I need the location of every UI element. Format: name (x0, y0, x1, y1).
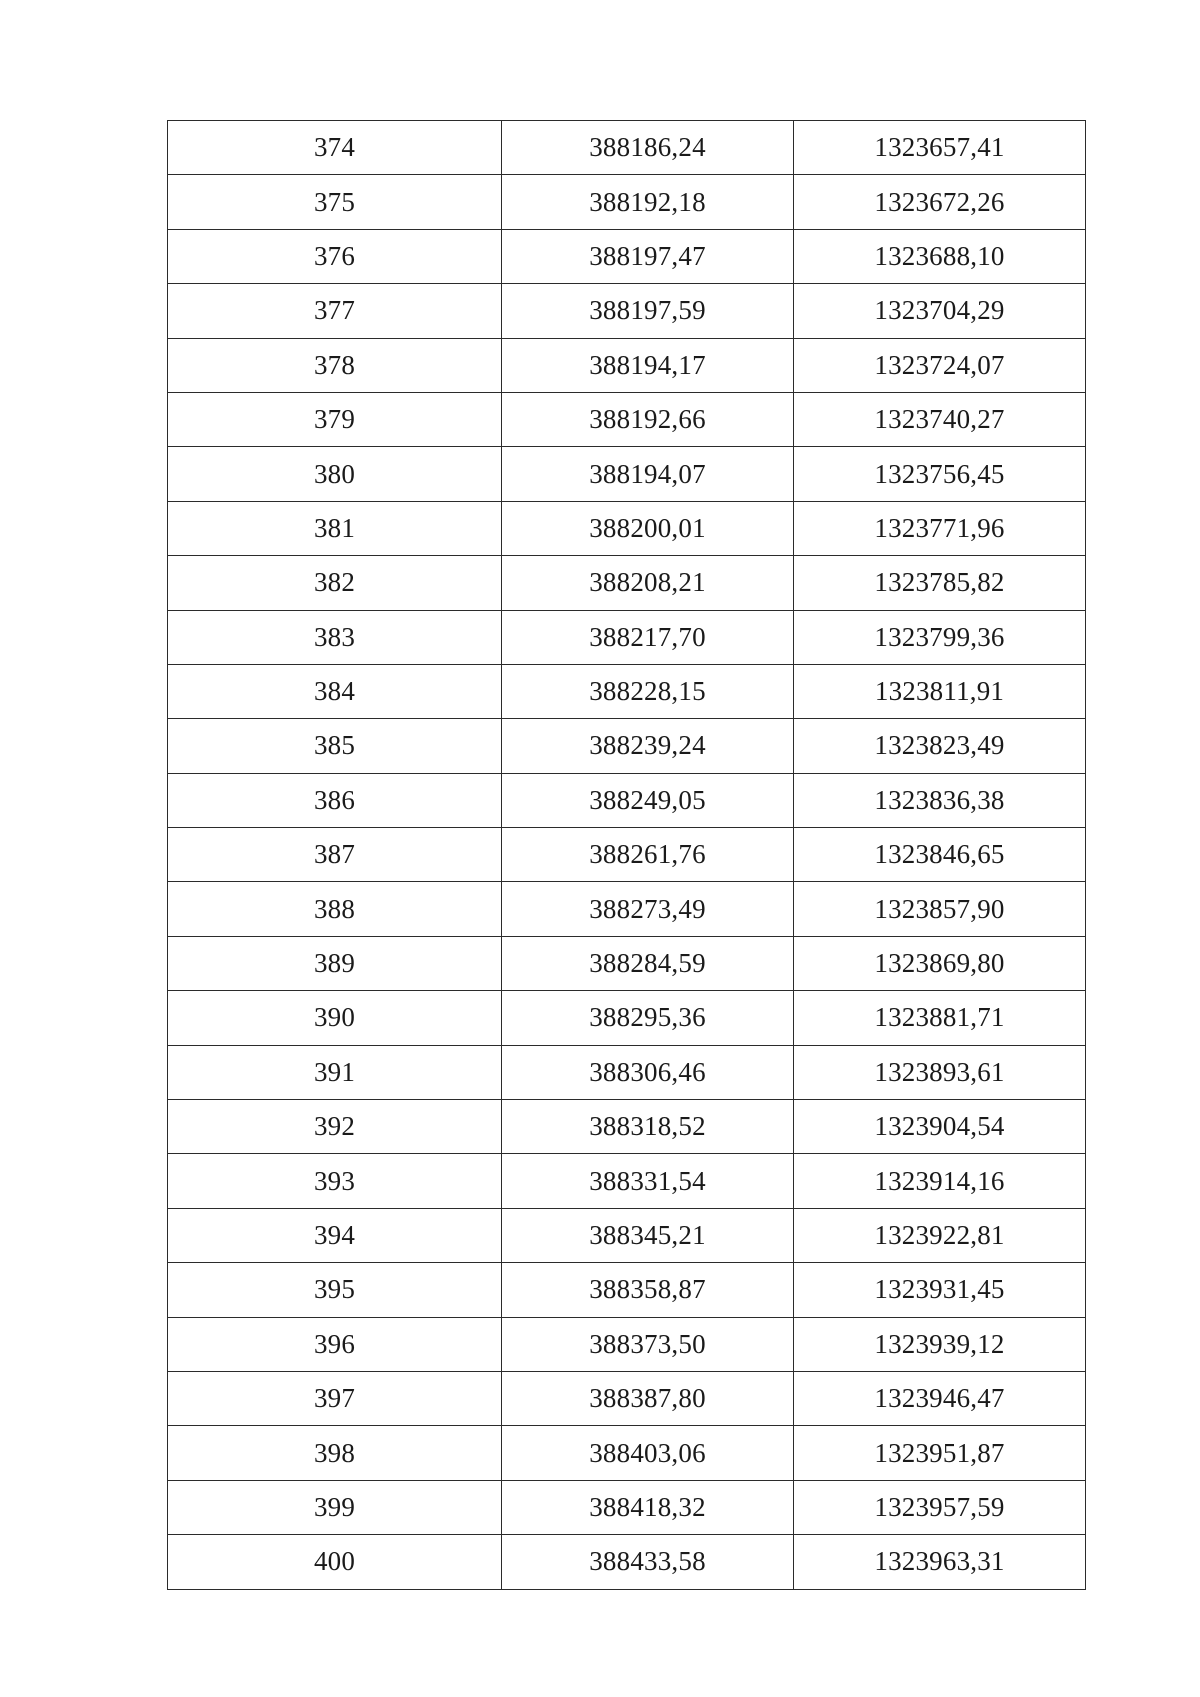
table-row (168, 610, 1086, 664)
point-number-cell: 376 (168, 229, 502, 283)
point-number-cell: 377 (168, 284, 502, 338)
table-row (168, 719, 1086, 773)
point-number-cell: 388 (168, 882, 502, 936)
x-coordinate-cell: 388239,24 (502, 719, 794, 773)
x-coordinate-cell: 388373,50 (502, 1317, 794, 1371)
point-number-cell: 400 (168, 1535, 502, 1589)
x-coordinate-cell: 388192,66 (502, 392, 794, 446)
table-row (168, 1480, 1086, 1534)
x-coordinate-cell: 388273,49 (502, 882, 794, 936)
y-coordinate-cell: 1323881,71 (794, 991, 1086, 1045)
point-number-cell: 380 (168, 447, 502, 501)
x-coordinate-cell: 388197,59 (502, 284, 794, 338)
y-coordinate-cell: 1323946,47 (794, 1371, 1086, 1425)
y-coordinate-cell: 1323957,59 (794, 1480, 1086, 1534)
x-coordinate-cell: 388318,52 (502, 1100, 794, 1154)
y-coordinate-cell: 1323846,65 (794, 828, 1086, 882)
x-coordinate-cell: 388331,54 (502, 1154, 794, 1208)
coordinates-table-body (168, 121, 1086, 1590)
y-coordinate-cell: 1323688,10 (794, 229, 1086, 283)
y-coordinate-cell: 1323857,90 (794, 882, 1086, 936)
x-coordinate-cell: 388433,58 (502, 1535, 794, 1589)
table-row (168, 175, 1086, 229)
x-coordinate-cell: 388306,46 (502, 1045, 794, 1099)
y-coordinate-cell: 1323823,49 (794, 719, 1086, 773)
y-coordinate-cell: 1323672,26 (794, 175, 1086, 229)
table-row (168, 1317, 1086, 1371)
y-coordinate-cell: 1323939,12 (794, 1317, 1086, 1371)
table-row (168, 1154, 1086, 1208)
y-coordinate-cell: 1323836,38 (794, 773, 1086, 827)
table-row (168, 936, 1086, 990)
x-coordinate-cell: 388228,15 (502, 664, 794, 718)
table-row (168, 447, 1086, 501)
point-number-cell: 398 (168, 1426, 502, 1480)
point-number-cell: 389 (168, 936, 502, 990)
table-row (168, 338, 1086, 392)
table-row (168, 1045, 1086, 1099)
point-number-cell: 399 (168, 1480, 502, 1534)
x-coordinate-cell: 388403,06 (502, 1426, 794, 1480)
y-coordinate-cell: 1323740,27 (794, 392, 1086, 446)
x-coordinate-cell: 388387,80 (502, 1371, 794, 1425)
x-coordinate-cell: 388418,32 (502, 1480, 794, 1534)
point-number-cell: 391 (168, 1045, 502, 1099)
y-coordinate-cell: 1323914,16 (794, 1154, 1086, 1208)
y-coordinate-cell: 1323785,82 (794, 556, 1086, 610)
point-number-cell: 383 (168, 610, 502, 664)
table-row (168, 229, 1086, 283)
table-row (168, 882, 1086, 936)
table-row (168, 991, 1086, 1045)
point-number-cell: 378 (168, 338, 502, 392)
table-row (168, 664, 1086, 718)
x-coordinate-cell: 388186,24 (502, 121, 794, 175)
table-row (168, 1426, 1086, 1480)
table-row (168, 392, 1086, 446)
table-row (168, 556, 1086, 610)
point-number-cell: 387 (168, 828, 502, 882)
y-coordinate-cell: 1323799,36 (794, 610, 1086, 664)
point-number-cell: 395 (168, 1263, 502, 1317)
y-coordinate-cell: 1323704,29 (794, 284, 1086, 338)
point-number-cell: 375 (168, 175, 502, 229)
x-coordinate-cell: 388295,36 (502, 991, 794, 1045)
point-number-cell: 382 (168, 556, 502, 610)
point-number-cell: 397 (168, 1371, 502, 1425)
x-coordinate-cell: 388200,01 (502, 501, 794, 555)
y-coordinate-cell: 1323963,31 (794, 1535, 1086, 1589)
point-number-cell: 393 (168, 1154, 502, 1208)
x-coordinate-cell: 388217,70 (502, 610, 794, 664)
point-number-cell: 385 (168, 719, 502, 773)
y-coordinate-cell: 1323951,87 (794, 1426, 1086, 1480)
y-coordinate-cell: 1323869,80 (794, 936, 1086, 990)
table-row (168, 773, 1086, 827)
table-row (168, 828, 1086, 882)
point-number-cell: 386 (168, 773, 502, 827)
y-coordinate-cell: 1323811,91 (794, 664, 1086, 718)
x-coordinate-cell: 388194,17 (502, 338, 794, 392)
y-coordinate-cell: 1323756,45 (794, 447, 1086, 501)
point-number-cell: 392 (168, 1100, 502, 1154)
table-row (168, 1100, 1086, 1154)
x-coordinate-cell: 388249,05 (502, 773, 794, 827)
point-number-cell: 390 (168, 991, 502, 1045)
x-coordinate-cell: 388194,07 (502, 447, 794, 501)
table-row (168, 501, 1086, 555)
point-number-cell: 394 (168, 1208, 502, 1262)
y-coordinate-cell: 1323724,07 (794, 338, 1086, 392)
coordinates-table (167, 120, 1086, 1590)
point-number-cell: 396 (168, 1317, 502, 1371)
y-coordinate-cell: 1323931,45 (794, 1263, 1086, 1317)
x-coordinate-cell: 388284,59 (502, 936, 794, 990)
point-number-cell: 374 (168, 121, 502, 175)
x-coordinate-cell: 388261,76 (502, 828, 794, 882)
table-row (168, 1535, 1086, 1589)
y-coordinate-cell: 1323657,41 (794, 121, 1086, 175)
point-number-cell: 379 (168, 392, 502, 446)
point-number-cell: 381 (168, 501, 502, 555)
y-coordinate-cell: 1323922,81 (794, 1208, 1086, 1262)
point-number-cell: 384 (168, 664, 502, 718)
x-coordinate-cell: 388208,21 (502, 556, 794, 610)
x-coordinate-cell: 388192,18 (502, 175, 794, 229)
table-row (168, 1208, 1086, 1262)
table-row (168, 1371, 1086, 1425)
x-coordinate-cell: 388345,21 (502, 1208, 794, 1262)
y-coordinate-cell: 1323771,96 (794, 501, 1086, 555)
y-coordinate-cell: 1323904,54 (794, 1100, 1086, 1154)
x-coordinate-cell: 388197,47 (502, 229, 794, 283)
table-row (168, 1263, 1086, 1317)
x-coordinate-cell: 388358,87 (502, 1263, 794, 1317)
table-row (168, 121, 1086, 175)
y-coordinate-cell: 1323893,61 (794, 1045, 1086, 1099)
table-row (168, 284, 1086, 338)
